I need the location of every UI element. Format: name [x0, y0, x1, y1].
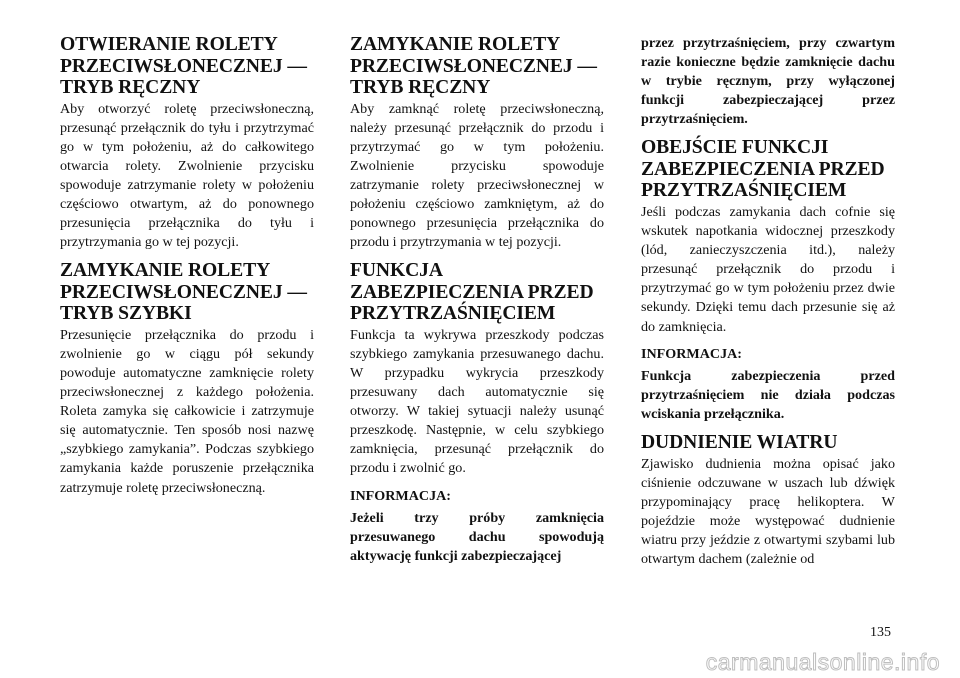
section-heading-close-manual: ZAMYKANIE ROLETY PRZECIWSŁONECZNEJ — TRYB RĘCZNY — [350, 34, 597, 98]
note-label: INFORMACJA: — [350, 487, 451, 504]
section-heading-pinch-protection: FUNKCJA ZABEZPIECZENIA PRZED PRZYTRZAŚNIĘCIEM — [350, 260, 594, 325]
column-1 — [60, 34, 314, 498]
note-text-continued: przez przytrzaśnięciem, przy czwartym razie konieczne będzie zamknięcie dachu w trybie ręcznym, przy wyłączonej funkcji zabezpieczającej przez przytrzaśnięciem. — [641, 35, 895, 128]
watermark: carmanualsonline.info — [705, 649, 940, 675]
page-number: 135 — [870, 625, 891, 640]
note-label: INFORMACJA: — [641, 345, 742, 362]
note-text: Jeżeli trzy próby zamknięcia przesuwanego dachu spowodują aktywację funkcji zabezpieczającej — [350, 509, 604, 564]
body-paragraph: Aby otworzyć roletę przeciwsłoneczną, przesunąć przełącznik do tyłu i przytrzymać go w tym położeniu, aż do całkowitego otwarcia rolety. Zwolnienie przycisku spowoduje zatrzymanie rolety w położeniu częściowo otwartym, aż do ponownego przesunięcia przełącznika do tyłu i przytrzymania go w tej pozycji. — [60, 100, 314, 251]
body-paragraph: Zjawisko dudnienia można opisać jako ciśnienie odczuwane w uszach lub dźwięk przypominający pracę helikoptera. W pojeździe może występować dudnienie wiatru przy jeździe z otwartymi szybami lub otwartym dachem (zależnie od — [641, 455, 895, 567]
column-3 — [641, 34, 895, 569]
note-text: Funkcja zabezpieczenia przed przytrzaśnięciem nie działa podczas wciskania przełącznika. — [641, 367, 895, 422]
column-2 — [350, 34, 604, 566]
body-paragraph: Aby zamknąć roletę przeciwsłoneczną, należy przesunąć przełącznik do przodu i przytrzymać go w tym położeniu. Zwolnienie przycisku spowoduje zatrzymanie rolety przeciwsłonecznej w położeniu częściowo zamkniętym, aż do ponownego przesunięcia przełącznika do przodu i przytrzymania w tej pozycji. — [350, 100, 604, 251]
body-paragraph: Przesunięcie przełącznika do przodu i zwolnienie go w ciągu pół sekundy powoduje automatyczne zamknięcie rolety przeciwsłonecznej z każdego położenia. Roleta zamyka się całkowicie i zatrzymuje się automatycznie. Ten sposób nosi nazwę „szybkiego zamykania”. Podczas szybkiego zamykania każde poruszenie przełącznika zatrzymuje roletę przeciwsłoneczną. — [60, 326, 314, 496]
section-heading-close-fast: ZAMYKANIE ROLETY PRZECIWSŁONECZNEJ — TRYB SZYBKI — [60, 260, 307, 325]
body-paragraph: Jeśli podczas zamykania dach cofnie się wskutek napotkania widocznej przeszkody (lód, zanieczyszczenia itd.), należy przesunąć przełącznik do przodu i przytrzymać go w tym położeniu przez dwie sekundy. Dzięki temu dach przesunie się aż do zamknięcia. — [641, 203, 895, 335]
body-paragraph: Funkcja ta wykrywa przeszkody podczas szybkiego zamykania przesuwanego dachu. W przypadku wykrycia przeszkody przesuwany dach automatycznie się otworzy. W takiej sytuacji należy usunąć przeszkodę. Następnie, w celu szybkiego zamknięcia, przesunąć przełącznik do przodu i zwolnić go. — [350, 326, 604, 477]
section-heading-open-manual: OTWIERANIE ROLETY PRZECIWSŁONECZNEJ — TRYB RĘCZNY — [60, 34, 307, 98]
section-heading-wind-buffeting: DUDNIENIE WIATRU — [641, 432, 838, 453]
section-heading-pinch-override: OBEJŚCIE FUNKCJI ZABEZPIECZENIA PRZED PRZYTRZAŚNIĘCIEM — [641, 137, 885, 202]
